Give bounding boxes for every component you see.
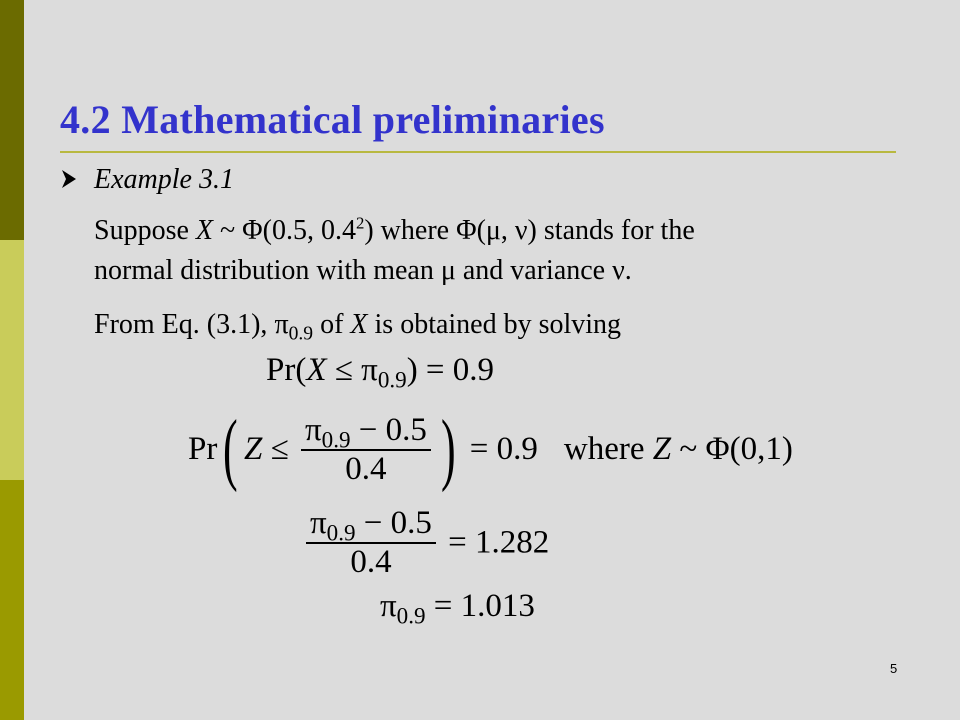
eq1-rhs: ) = 0.9: [406, 352, 495, 388]
eq2-num-rest: − 0.5: [350, 411, 427, 448]
exponent: 2: [355, 213, 365, 233]
text-normal: normal distribution with mean: [94, 255, 441, 286]
eq2-where: where: [563, 431, 653, 467]
eq3-numerator: [306, 505, 436, 546]
eq3-num-sub: 0.9: [326, 519, 356, 546]
eq2-le: ≤: [262, 431, 297, 467]
eq3-rhs: = 1.282: [439, 524, 550, 561]
nu-symbol: ν: [612, 255, 625, 286]
eq4-rhs: = 1.013: [425, 588, 535, 624]
eq3-fraction: [306, 505, 436, 581]
phi-symbol-2: Φ: [456, 215, 477, 246]
eq2-open-paren: (: [223, 405, 238, 493]
period: .: [624, 255, 632, 286]
eq2-numerator: [301, 411, 431, 453]
eq3-denominator: 0.4: [306, 542, 436, 581]
paragraph-line-3: [94, 306, 621, 344]
title-underline: [60, 151, 896, 153]
equation-1: [266, 352, 495, 393]
eq2-denominator: 0.4: [301, 449, 431, 488]
paragraph-line-2: [94, 252, 632, 290]
eq1-var: X: [306, 352, 327, 388]
text-from-eq: From Eq. (3.1),: [94, 309, 275, 340]
slide-title: 4.2 Mathematical preliminaries: [60, 97, 605, 142]
params-close: ) where: [364, 215, 457, 246]
sidebar-band-top: [0, 0, 24, 240]
text-stands-for: stands for the: [536, 215, 695, 246]
eq2-num-pi: π: [304, 411, 322, 448]
params-open: (0.5, 0.4: [262, 215, 356, 246]
eq2-z: Z: [243, 431, 263, 467]
eq1-pr: Pr(: [266, 352, 307, 388]
text-of: of: [313, 309, 351, 340]
eq2-pr: Pr: [188, 431, 218, 467]
eq2-num-sub: 0.9: [321, 426, 351, 453]
eq1-le: ≤: [326, 352, 362, 388]
eq1-sub: 0.9: [377, 366, 407, 393]
phi-symbol: Φ: [242, 215, 263, 246]
eq1-pi: π: [361, 352, 378, 388]
eq4-sub: 0.9: [396, 602, 426, 629]
eq2-dist: ~ Φ(0,1): [671, 431, 793, 467]
equation-4: [380, 588, 535, 629]
equation-2: [188, 404, 793, 494]
text-tilde: ~: [213, 215, 243, 246]
eq3-num-rest: − 0.5: [355, 505, 432, 541]
eq2-fraction: [301, 412, 431, 488]
eq2-z2: Z: [652, 431, 672, 467]
phi-args: (μ, ν): [476, 215, 537, 246]
eq2-rhs: = 0.9: [461, 431, 538, 467]
text-variance: and variance: [455, 255, 613, 286]
arrow-bullet-icon: [60, 168, 78, 190]
text-solving: is obtained by solving: [367, 309, 622, 340]
text-suppose: Suppose: [94, 215, 189, 246]
equation-3: [302, 505, 550, 580]
sidebar-band-middle: [0, 240, 24, 480]
pi-subscript: 0.9: [288, 323, 314, 345]
var-x: X: [195, 215, 214, 246]
example-heading: Example 3.1: [94, 164, 234, 195]
paragraph-line-1: [94, 212, 695, 250]
page-number: 5: [890, 661, 898, 676]
eq3-num-pi: π: [310, 505, 327, 541]
eq4-pi: π: [380, 588, 397, 624]
pi-symbol: π: [274, 309, 289, 340]
eq2-close-paren: ): [440, 405, 456, 493]
var-x-2: X: [350, 309, 368, 340]
sidebar-band-bottom: [0, 480, 24, 720]
mu-symbol: μ: [440, 255, 456, 286]
